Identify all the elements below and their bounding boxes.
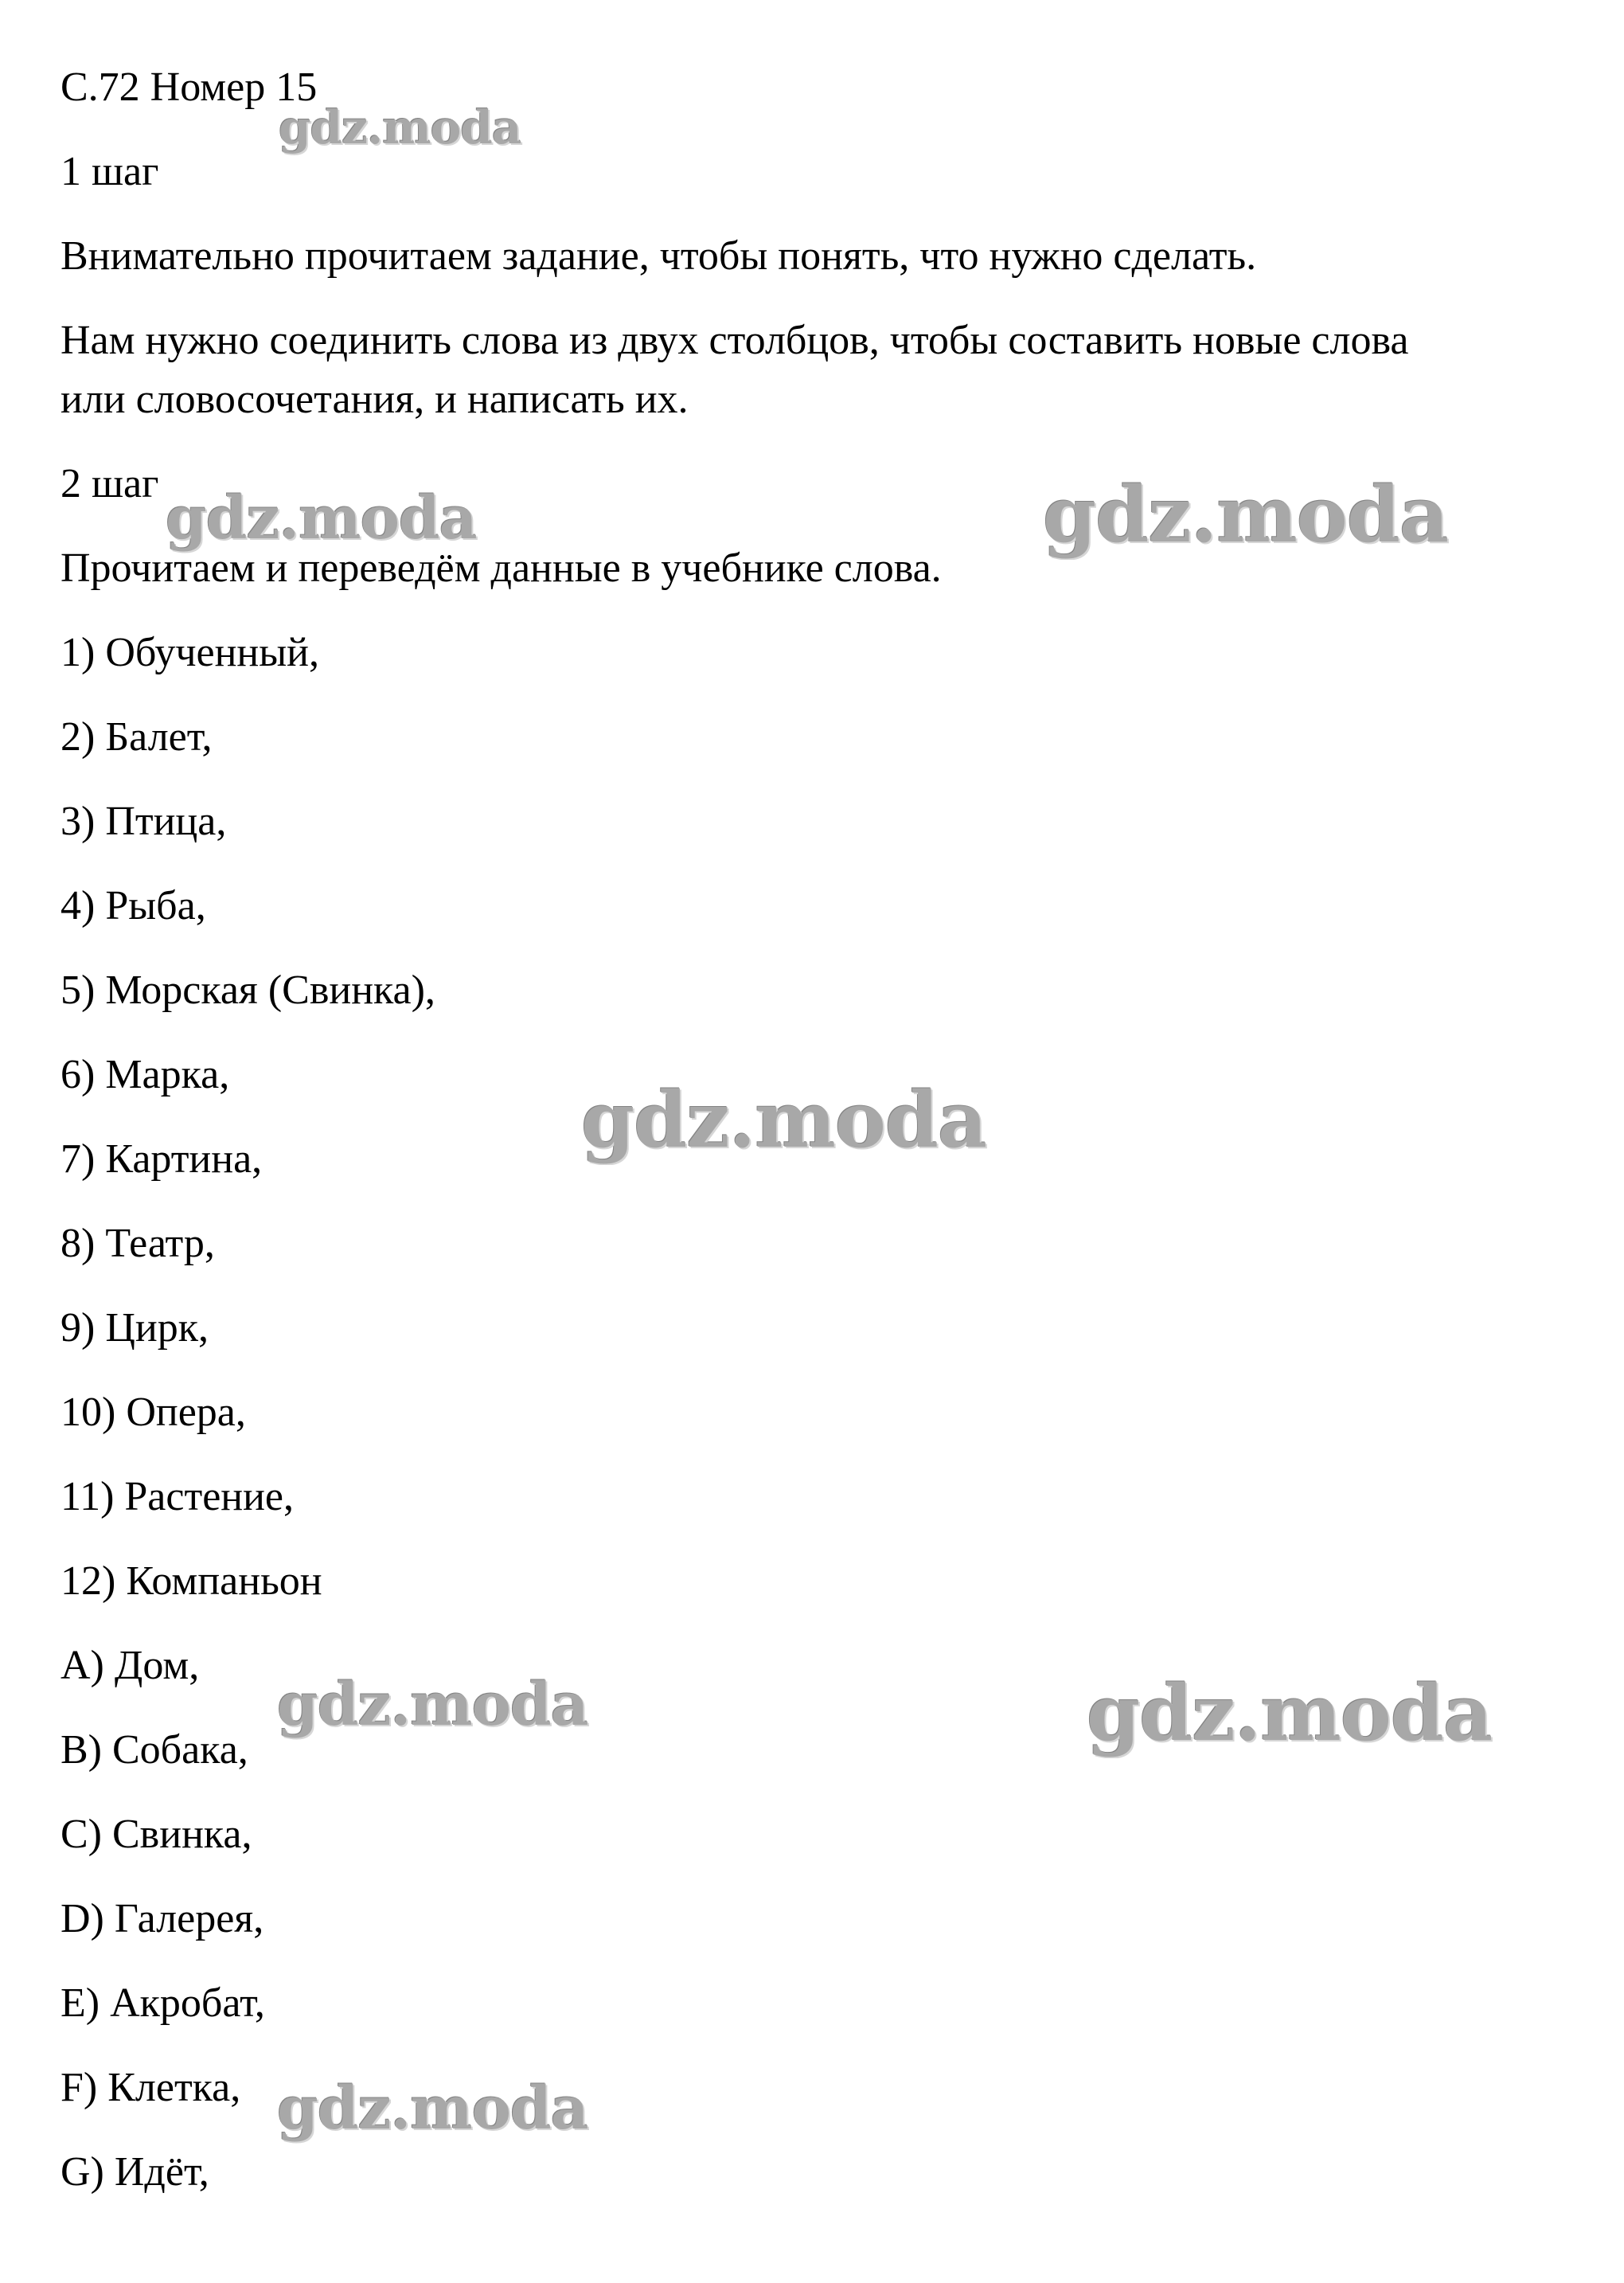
step-2-intro: Прочитаем и переведём данные в учебнике слова. [61, 545, 942, 591]
list-item: D) Галерея, [61, 1896, 264, 1941]
step-2-label: 2 шаг [61, 461, 159, 506]
list-item: 8) Театр, [61, 1221, 215, 1266]
list-item: 7) Картина, [61, 1136, 263, 1182]
step-1-label: 1 шаг [61, 149, 159, 194]
step-1-paragraph: Внимательно прочитаем задание, чтобы понять, что нужно сделать. [61, 233, 1257, 279]
list-item: 5) Морская (Свинка), [61, 968, 435, 1013]
list-item: 4) Рыба, [61, 883, 206, 928]
list-item: A) Дом, [61, 1643, 200, 1688]
list-item: 10) Опера, [61, 1390, 246, 1435]
list-item: 6) Марка, [61, 1052, 230, 1097]
watermark: gdz.moda [1043, 470, 1449, 560]
list-item: 12) Компаньон [61, 1558, 322, 1604]
list-item: B) Собака, [61, 1727, 248, 1773]
step-1-task-line-2: или словосочетания, и написать их. [61, 377, 689, 422]
watermark: gdz.moda [581, 1075, 987, 1165]
step-1-task-line-1: Нам нужно соединить слова из двух столбцов, чтобы составить новые слова [61, 318, 1409, 363]
watermark: gdz.moda [277, 2074, 588, 2143]
watermark: gdz.moda [1087, 1668, 1493, 1758]
page-heading: С.72 Номер 15 [61, 65, 318, 110]
list-item: F) Клетка, [61, 2065, 241, 2110]
list-item: C) Свинка, [61, 1812, 252, 1857]
list-item: G) Идёт, [61, 2149, 209, 2195]
list-item: 1) Обученный, [61, 630, 319, 675]
list-item: 9) Цирк, [61, 1305, 209, 1351]
list-item: 3) Птица, [61, 799, 227, 844]
list-item: 11) Растение, [61, 1474, 295, 1519]
list-item: 2) Балет, [61, 714, 213, 760]
watermark: gdz.moda [166, 484, 477, 553]
list-item: E) Акробат, [61, 1980, 265, 2026]
watermark: gdz.moda [279, 100, 521, 154]
watermark: gdz.moda [277, 1671, 588, 1739]
